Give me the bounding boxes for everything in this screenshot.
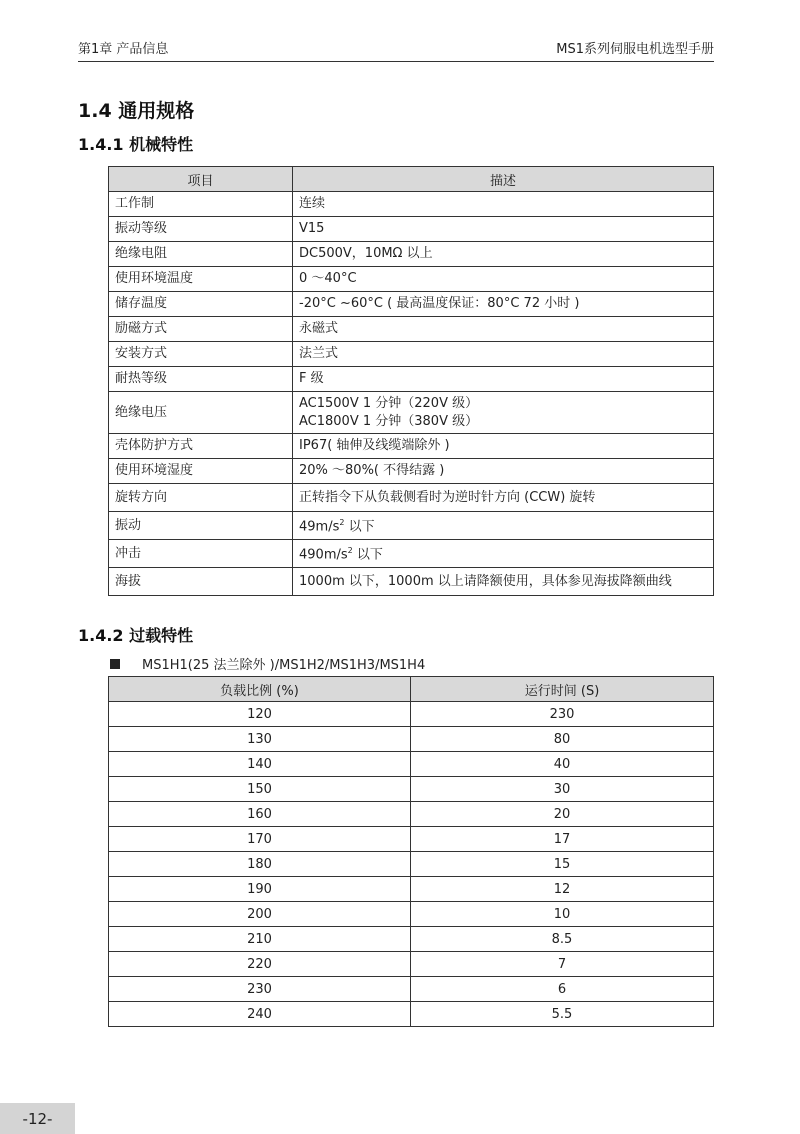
spec-desc-text: F 级 — [299, 371, 324, 386]
table-row — [109, 827, 714, 852]
load-ratio-cell: 160 — [109, 802, 411, 827]
spec-item-cell: 冲击 — [109, 540, 293, 568]
table-row — [109, 852, 714, 877]
spec-desc-text: DC500V，10MΩ 以上 — [299, 246, 433, 261]
spec-desc-cell — [293, 242, 714, 267]
spec-desc-text: IP67( 轴伸及线缆端除外 ) — [299, 438, 450, 453]
load-ratio-cell: 180 — [109, 852, 411, 877]
column-header: 描述 — [293, 167, 714, 192]
load-ratio-cell: 150 — [109, 777, 411, 802]
spec-desc-tail: 以下 — [352, 547, 383, 563]
load-ratio-cell: 200 — [109, 902, 411, 927]
table-row — [109, 802, 714, 827]
spec-desc-cell — [293, 540, 714, 568]
spec-desc-cell — [293, 367, 714, 392]
table-row — [109, 927, 714, 952]
spec-desc-text: 法兰式 — [299, 346, 339, 361]
spec-desc-text: 490m/s — [299, 547, 348, 563]
run-time-cell: 10 — [411, 902, 714, 927]
spec-item-cell: 工作制 — [109, 192, 293, 217]
spec-desc-text: 49m/s — [299, 519, 340, 535]
load-ratio-cell: 210 — [109, 927, 411, 952]
load-ratio-cell: 240 — [109, 1002, 411, 1027]
table-row — [109, 1002, 714, 1027]
spec-item-cell: 壳体防护方式 — [109, 434, 293, 459]
spec-desc-cell — [293, 267, 714, 292]
table-row — [109, 977, 714, 1002]
table-row — [109, 317, 714, 342]
run-time-cell: 15 — [411, 852, 714, 877]
load-ratio-cell: 130 — [109, 727, 411, 752]
spec-item-cell: 使用环境温度 — [109, 267, 293, 292]
table-row — [109, 540, 714, 568]
page-number: -12- — [0, 1103, 75, 1134]
overload-table — [108, 676, 714, 1027]
table-row — [109, 484, 714, 512]
table-row — [109, 267, 714, 292]
spec-item-cell: 旋转方向 — [109, 484, 293, 512]
spec-desc-cell — [293, 568, 714, 596]
column-header: 负载比例 (%) — [109, 677, 411, 702]
subsection-title-overload: 1.4.2 过载特性 — [78, 626, 194, 645]
run-time-cell: 7 — [411, 952, 714, 977]
table-header-row — [109, 677, 714, 702]
spec-desc-cell — [293, 434, 714, 459]
load-ratio-cell: 220 — [109, 952, 411, 977]
spec-desc-text: 1000m 以下，1000m 以上请降额使用，具体参见海拔降额曲线 — [299, 573, 672, 589]
run-time-cell: 40 — [411, 752, 714, 777]
spec-item-cell: 安装方式 — [109, 342, 293, 367]
load-ratio-cell: 230 — [109, 977, 411, 1002]
table-row — [109, 367, 714, 392]
spec-desc-cell — [293, 512, 714, 540]
mechanical-spec-table — [108, 166, 714, 596]
table-row — [109, 777, 714, 802]
table-header-row — [109, 167, 714, 192]
table-row — [109, 217, 714, 242]
table-row — [109, 292, 714, 317]
spec-desc-text-line2: AC1800V 1 分钟（380V 级） — [299, 413, 479, 429]
table-row — [109, 877, 714, 902]
run-time-cell: 230 — [411, 702, 714, 727]
table-row — [109, 342, 714, 367]
header-chapter: 第1章 产品信息 — [78, 42, 169, 57]
spec-desc-text: 0 ～40°C — [299, 271, 357, 286]
run-time-cell: 5.5 — [411, 1002, 714, 1027]
spec-desc-cell — [293, 459, 714, 484]
model-list-text: MS1H1(25 法兰除外 )/MS1H2/MS1H3/MS1H4 — [142, 658, 426, 673]
run-time-cell: 17 — [411, 827, 714, 852]
table-row — [109, 902, 714, 927]
spec-item-cell: 使用环境湿度 — [109, 459, 293, 484]
model-list-item — [110, 654, 425, 673]
spec-desc-cell — [293, 192, 714, 217]
load-ratio-cell: 140 — [109, 752, 411, 777]
run-time-cell: 8.5 — [411, 927, 714, 952]
square-bullet-icon — [110, 659, 120, 669]
spec-item-cell: 绝缘电压 — [109, 392, 293, 434]
spec-desc-cell — [293, 317, 714, 342]
run-time-cell: 30 — [411, 777, 714, 802]
spec-item-cell: 海拔 — [109, 568, 293, 596]
table-row — [109, 512, 714, 540]
spec-desc-text: 20% ～80%( 不得结露 ) — [299, 463, 445, 478]
spec-desc-cell — [293, 292, 714, 317]
spec-desc-text: V15 — [299, 221, 325, 236]
spec-desc-text: 永磁式 — [299, 321, 339, 336]
table-row — [109, 568, 714, 596]
load-ratio-cell: 120 — [109, 702, 411, 727]
unit-exponent: 2 — [347, 546, 353, 556]
table-row — [109, 702, 714, 727]
spec-item-cell: 绝缘电阻 — [109, 242, 293, 267]
section-title: 1.4 通用规格 — [78, 100, 195, 122]
table-row — [109, 752, 714, 777]
spec-item-cell: 耐热等级 — [109, 367, 293, 392]
spec-desc-text: -20°C ~60°C ( 最高温度保证：80°C 72 小时 ) — [299, 296, 580, 311]
run-time-cell: 80 — [411, 727, 714, 752]
spec-desc-tail: 以下 — [344, 519, 375, 535]
table-row — [109, 392, 714, 434]
run-time-cell: 12 — [411, 877, 714, 902]
spec-desc-text: AC1500V 1 分钟（220V 级） — [299, 395, 479, 411]
subsection-title-mechanical: 1.4.1 机械特性 — [78, 135, 194, 154]
spec-item-cell: 储存温度 — [109, 292, 293, 317]
spec-desc-cell — [293, 342, 714, 367]
table-row — [109, 434, 714, 459]
spec-desc-cell — [293, 392, 714, 434]
table-row — [109, 727, 714, 752]
run-time-cell: 6 — [411, 977, 714, 1002]
spec-item-cell: 振动 — [109, 512, 293, 540]
table-row — [109, 459, 714, 484]
spec-desc-text: 连续 — [299, 196, 326, 211]
spec-desc-text: 正转指令下从负载侧看时为逆时针方向 (CCW) 旋转 — [299, 489, 596, 505]
page-header — [78, 34, 714, 62]
load-ratio-cell: 170 — [109, 827, 411, 852]
column-header: 项目 — [109, 167, 293, 192]
spec-item-cell: 励磁方式 — [109, 317, 293, 342]
load-ratio-cell: 190 — [109, 877, 411, 902]
table-row — [109, 242, 714, 267]
header-manual-title: MS1系列伺服电机选型手册 — [556, 42, 714, 57]
spec-item-cell: 振动等级 — [109, 217, 293, 242]
unit-exponent: 2 — [339, 518, 345, 528]
column-header: 运行时间 (S) — [411, 677, 714, 702]
spec-desc-cell — [293, 217, 714, 242]
spec-desc-cell — [293, 484, 714, 512]
table-row — [109, 952, 714, 977]
table-row — [109, 192, 714, 217]
run-time-cell: 20 — [411, 802, 714, 827]
